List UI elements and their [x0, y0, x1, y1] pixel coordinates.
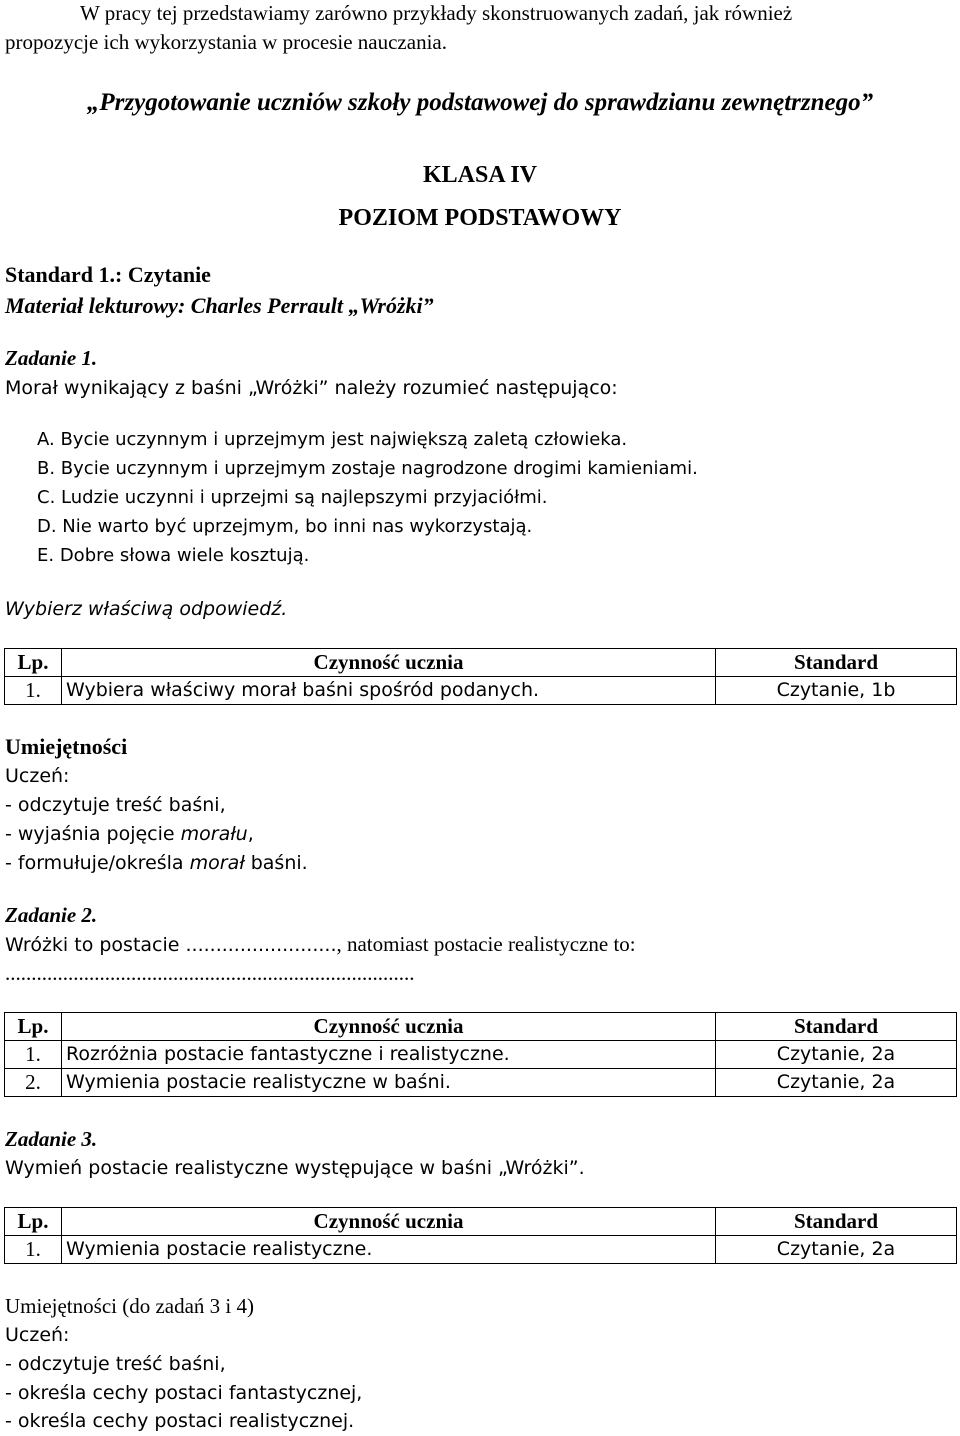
task-2-question-part-2: , natomiast postacie realistyczne to: — [336, 932, 636, 956]
cell-activity: Wymienia postacie realistyczne. — [62, 1236, 716, 1264]
task-2-table — [4, 1012, 957, 1097]
skills-item-2 — [5, 821, 254, 847]
task-2-heading: Zadanie 2. — [5, 903, 98, 927]
skills-item-2-tail: , — [247, 823, 254, 845]
cell-standard: Czytanie, 2a — [716, 1041, 957, 1069]
header-standard: Standard — [716, 649, 957, 677]
table-row — [5, 1041, 957, 1069]
standard-heading: Standard 1.: Czytanie — [5, 262, 211, 287]
class-heading: KLASA IV — [422, 162, 538, 188]
task-1-option-e: E. Dobre słowa wiele kosztują. — [37, 545, 310, 566]
skills-2-student: Uczeń: — [5, 1324, 70, 1346]
cell-standard: Czytanie, 2a — [716, 1236, 957, 1264]
table-header-row — [5, 649, 957, 677]
cell-lp: 2. — [5, 1069, 62, 1097]
cell-lp: 1. — [5, 677, 62, 705]
task-1-option-a: A. Bycie uczynnym i uprzejmym jest największą zaletą człowieka. — [37, 429, 628, 450]
task-3-heading: Zadanie 3. — [5, 1127, 98, 1151]
header-activity: Czynność ucznia — [62, 649, 716, 677]
reading-material: Materiał lekturowy: Charles Perrault „Wróżki” — [5, 293, 434, 318]
skills-item-1: - odczytuje treść baśni, — [5, 794, 226, 816]
cell-activity: Rozróżnia postacie fantastyczne i realistyczne. — [62, 1041, 716, 1069]
cell-lp: 1. — [5, 1041, 62, 1069]
cell-activity: Wymienia postacie realistyczne w baśni. — [62, 1069, 716, 1097]
skills-2-item-2: - określa cechy postaci fantastycznej, — [5, 1382, 363, 1404]
header-lp: Lp. — [5, 649, 62, 677]
header-activity: Czynność ucznia — [62, 1208, 716, 1236]
header-activity: Czynność ucznia — [62, 1013, 716, 1041]
level-heading: POZIOM PODSTAWOWY — [338, 205, 622, 231]
header-standard: Standard — [716, 1013, 957, 1041]
task-2-answer-line: .............................................................................. — [5, 961, 415, 985]
task-1-table — [4, 648, 957, 705]
skills-2-item-3: - określa cechy postaci realistycznej. — [5, 1410, 355, 1432]
cell-standard: Czytanie, 2a — [716, 1069, 957, 1097]
cell-activity: Wybiera właściwy morał baśni spośród podanych. — [62, 677, 716, 705]
task-2-question — [5, 931, 636, 958]
cell-lp: 1. — [5, 1236, 62, 1264]
skills-student: Uczeń: — [5, 765, 70, 787]
task-2-question-part-1: Wróżki to postacie ......................... — [5, 934, 337, 956]
header-standard: Standard — [716, 1208, 957, 1236]
table-header-row — [5, 1013, 957, 1041]
skills-heading: Umiejętności — [5, 734, 128, 759]
cell-standard: Czytanie, 1b — [716, 677, 957, 705]
skills-item-3-tail: baśni. — [244, 852, 308, 874]
task-3-question: Wymień postacie realistyczne występujące w baśni „Wróżki”. — [5, 1157, 585, 1179]
skills-2-heading: Umiejętności (do zadań 3 i 4) — [5, 1294, 255, 1318]
intro-line-1: W pracy tej przedstawiamy zarówno przykłady skonstruowanych zadań, jak również — [80, 1, 793, 25]
document-title: „Przygotowanie uczniów szkoły podstawowej do sprawdzianu zewnętrznego” — [86, 89, 874, 116]
table-row — [5, 677, 957, 705]
table-header-row — [5, 1208, 957, 1236]
intro-line-2: propozycje ich wykorzystania w procesie nauczania. — [5, 30, 447, 54]
skills-item-2-emphasis: morału — [180, 823, 248, 845]
skills-item-3 — [5, 850, 308, 876]
task-1-question: Morał wynikający z baśni „Wróżki” należy rozumieć następująco: — [5, 377, 618, 399]
header-lp: Lp. — [5, 1208, 62, 1236]
table-row — [5, 1069, 957, 1097]
skills-2-item-1: - odczytuje treść baśni, — [5, 1353, 226, 1375]
task-1-option-c: C. Ludzie uczynni i uprzejmi są najlepszymi przyjaciółmi. — [37, 487, 548, 508]
task-3-table — [4, 1207, 957, 1264]
table-row — [5, 1236, 957, 1264]
skills-item-3-emphasis: morał — [189, 852, 245, 874]
task-1-option-b: B. Bycie uczynnym i uprzejmym zostaje nagrodzone drogimi kamieniami. — [37, 458, 698, 479]
task-1-instruction: Wybierz właściwą odpowiedź. — [5, 598, 288, 620]
header-lp: Lp. — [5, 1013, 62, 1041]
skills-item-2-text: - wyjaśnia pojęcie — [5, 823, 181, 845]
task-1-heading: Zadanie 1. — [5, 346, 98, 370]
skills-item-3-text: - formułuje/określa — [5, 852, 190, 874]
task-1-option-d: D. Nie warto być uprzejmym, bo inni nas wykorzystają. — [37, 516, 533, 537]
